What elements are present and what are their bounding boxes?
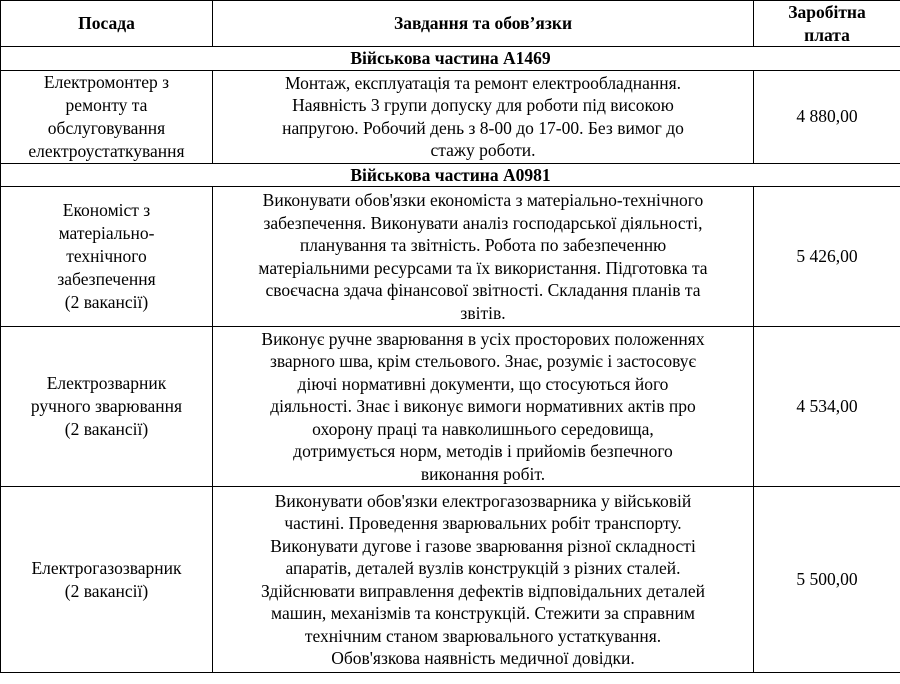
duties-cell xyxy=(213,327,754,487)
unit-title: Військова частина А1469 xyxy=(1,47,900,71)
unit-title: Військова частина А0981 xyxy=(1,163,900,187)
position-cell xyxy=(1,487,213,673)
duties-line: матеріальними ресурсами та їх використання. Підготовка та xyxy=(258,257,708,278)
duties-line: діючі нормативні документи, що стосуються його xyxy=(297,373,669,394)
position-line: Електрогазозварник xyxy=(31,557,182,578)
unit-row xyxy=(1,47,900,71)
position-line: електроустаткування xyxy=(28,140,185,161)
duties-line: дотримується норм, методів і прийомів безпечного xyxy=(293,441,673,462)
duties-line: планування та звітність. Робота по забезпеченню xyxy=(299,235,667,255)
duties-line: Здійснювати виправлення дефектів відповідальних деталей xyxy=(261,580,705,601)
position-cell xyxy=(1,70,213,163)
duties-line: стажу роботи. xyxy=(430,140,536,160)
duties-line: машин, механізмів та конструкцій. Стежити за справним xyxy=(271,603,695,623)
table-row xyxy=(1,70,900,163)
position-cell xyxy=(1,187,213,327)
duties-line: Виконувати обов'язки електрогазозварника у військовій xyxy=(274,490,692,511)
duties-line: Обов'язкова наявність медичної довідки. xyxy=(331,648,635,668)
duties-line: Виконувати дугове і газове зварювання різної складності xyxy=(270,535,696,556)
salary-cell: 5 426,00 xyxy=(754,187,900,327)
table-row xyxy=(1,327,900,487)
header-position: Посада xyxy=(1,1,213,47)
duties-line: напругою. Робочий день з 8-00 до 17-00. Без вимог до xyxy=(282,117,684,138)
position-line: (2 вакансії) xyxy=(64,419,149,439)
unit-row xyxy=(1,163,900,187)
position-line: Електромонтер з xyxy=(43,71,170,92)
position-line: обслуговування xyxy=(47,117,166,138)
duties-line: звітів. xyxy=(460,302,506,323)
position-line: (2 вакансії) xyxy=(64,292,149,312)
header-salary xyxy=(754,1,900,47)
salary-cell: 4 534,00 xyxy=(754,327,900,487)
duties-line: діяльності. Знає і виконує вимоги нормативних актів про xyxy=(270,396,696,417)
duties-cell xyxy=(213,487,754,673)
salary-cell: 5 500,00 xyxy=(754,487,900,673)
salary-cell: 4 880,00 xyxy=(754,70,900,163)
duties-line: Наявність 3 групи допуску для роботи під високою xyxy=(292,95,674,115)
header-row xyxy=(1,1,900,47)
duties-line: виконання робіт. xyxy=(420,463,546,484)
position-line: Електрозварник xyxy=(46,373,167,393)
table-row xyxy=(1,187,900,327)
table-row xyxy=(1,487,900,673)
position-line: Економіст з xyxy=(62,200,151,220)
duties-line: частині. Проведення зварювальних робіт транспорту. xyxy=(284,513,682,533)
duties-line: Виконує ручне зварювання в усіх просторових положеннях xyxy=(261,328,705,349)
duties-line: охорону праці та навколишнього середовища, xyxy=(312,418,654,439)
position-line: технічного xyxy=(66,246,147,266)
duties-cell xyxy=(213,70,754,163)
position-line: матеріально- xyxy=(58,223,155,243)
duties-line: Монтаж, експлуатація та ремонт електрообладнання. xyxy=(284,72,682,93)
position-line: забезпечення xyxy=(57,269,156,289)
position-cell xyxy=(1,327,213,487)
header-salary-line: Заробітна xyxy=(788,2,866,22)
duties-line: Виконувати обов'язки економіста з матеріально-технічного xyxy=(262,190,704,210)
position-line: (2 вакансії) xyxy=(64,580,149,601)
position-line: ремонту та xyxy=(65,94,148,115)
position-line: ручного зварювання xyxy=(30,396,183,416)
header-salary-line: плата xyxy=(804,24,850,45)
duties-cell xyxy=(213,187,754,327)
duties-line: технічним станом зварювального устаткування. xyxy=(304,625,662,646)
duties-line: апаратів, деталей вузлів конструкцій з різних сталей. xyxy=(285,558,681,578)
duties-line: зварного шва, крім стельового. Знає, розуміє і застосовує xyxy=(269,351,697,372)
duties-line: своєчасна здача фінансової звітності. Складання планів та xyxy=(265,280,701,300)
header-duties: Завдання та обов’язки xyxy=(213,1,754,47)
duties-line: забезпечення. Виконувати аналіз господарської діяльності, xyxy=(263,212,703,233)
